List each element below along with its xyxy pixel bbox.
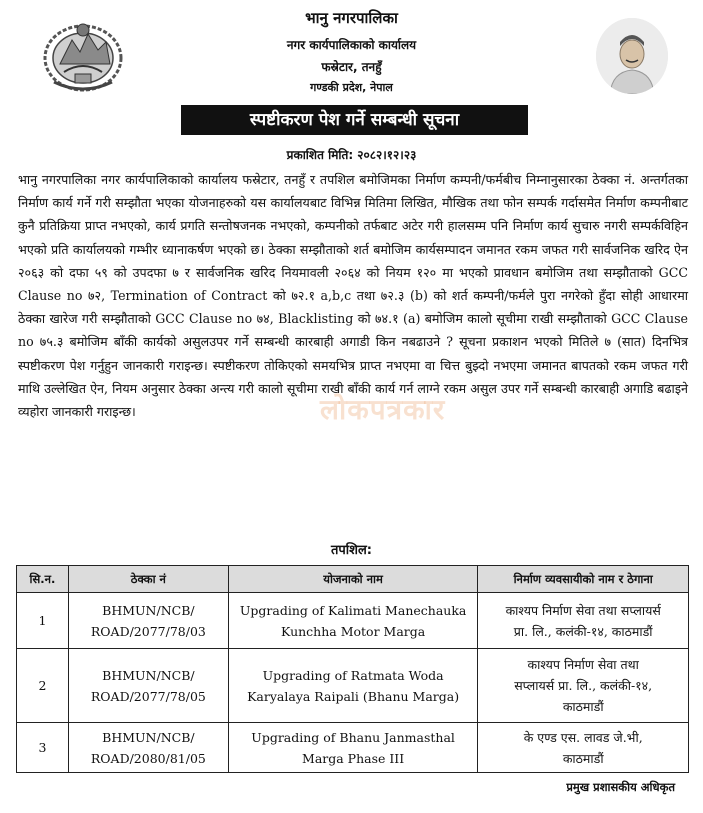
table-row — [17, 723, 689, 773]
header-contractor: निर्माण व्यवसायीको नाम र ठेगाना — [478, 566, 689, 593]
notice-title: स्पष्टीकरण पेश गर्ने सम्बन्धी सूचना — [181, 105, 528, 135]
project-line: Upgrading of Bhanu Janmasthal — [251, 729, 455, 745]
cell-serial: 1 — [17, 593, 69, 649]
office-address: फस्रेटार, तनहुँ — [321, 60, 382, 74]
nepal-emblem-icon — [40, 16, 126, 94]
project-line: Karyalaya Raipali (Bhanu Marga) — [247, 688, 460, 704]
table-row — [17, 649, 689, 723]
cell-serial: 2 — [17, 649, 69, 723]
notice-body: भानु नगरपालिका नगर कार्यपालिकाको कार्यालय फस्रेटार, तनहुँ र तपशिल बमोजिमका निर्माण कम्पनी/फर्मबीच निम्नानुसारका ठेक्का नं. अन्तर्गतका निर्माण कार्य गर्ने गरी सम्झौता भएका योजनाहरुको यस कार्यालयबाट विभिन्न मितिमा लिखित, मौखिक तथा फोन सम्पर्क गर्दासमेत निर्माण कम्पनीबाट कुनै प्रतिक्रिया प्राप्त नभएको, कार्य प्रगति सन्तोषजनक नभएको, कम्पनीको तर्फबाट अटेर गरी हालसम्म पनि निर्माण कार्य सुचारु नगरी सम्पर्कविहिन भएको प्रति कार्यालयको गम्भीर ध्यानाकर्षण भएको छ। ठेक्का सम्झौताको शर्त बमोजिम कार्यसम्पादन जमानत रकम जफत गरी सार्वजनिक खरिद ऐन २०६३ को दफा ५९ को उपदफा ७ र सार्वजनिक खरिद नियमावली २०६४ को नियम १२० मा भएको प्रावधान बमोजिम तथा सम्झौताको GCC Clause no ७२, Termination of Contract को ७२.१ a,b,c तथा ७२.३ (b) को शर्त कम्पनी/फर्मले पुरा नगरेको हुँदा सोही आधारमा ठेक्का खारेज गरी सम्झौताको GCC Clause no ७४, Blacklisting को ७४.१ (a) बमोजिम कालो सूचीमा राखी सम्झौताको GCC Clause no ७५.३ बमोजिम बाँकी कार्यको असुलउपर गर्ने सम्बन्धी कारबाही अगाडी किन नबढाउने ? सूचना प्रकाशन भएको मितिले ७ (सात) दिनभित्र स्पष्टीकरण पेश गर्नुहुन जानकारी गराइन्छ। स्पष्टीकरण तोकिएको समयभित्र प्राप्त नभएमा वा चित्त बुझ्दो नभएमा जमानत बापतको रकम जफत गरी माथि उल्लेखित ऐन, नियम अनुसार ठेक्का अन्त्य गरी कालो सूचीमा राखी बाँकी कार्य गर्न लाग्ने रकम असुल उपर गर्ने सम्बन्धी कारबाही अगाडि बढाइने व्यहोरा जानकारी गराइन्छ। — [18, 172, 688, 420]
portrait-photo — [596, 18, 668, 94]
cell-project-name — [228, 593, 478, 649]
province-name: गण्डकी प्रदेश, नेपाल — [310, 81, 393, 94]
schedule-title: तपशिल: — [330, 543, 372, 558]
contractor-line: सप्लायर्स प्रा. लि., कलंकी-१४, — [514, 678, 653, 693]
table-header-row — [17, 566, 689, 593]
contractor-line: काश्यप निर्माण सेवा तथा — [527, 657, 639, 672]
project-line: Upgrading of Ratmata Woda — [262, 667, 444, 683]
office-name: नगर कार्यपालिकाको कार्यालय — [286, 38, 417, 52]
published-date: प्रकाशित मिति: २०८२।१२।२३ — [286, 148, 417, 162]
cell-contract-no — [68, 723, 228, 773]
contractor-line: काठमाडौं — [562, 699, 604, 714]
cell-project-name — [228, 723, 478, 773]
contractor-line: काश्यप निर्माण सेवा तथा सप्लायर्स — [505, 602, 661, 618]
contract-line: ROAD/2077/78/05 — [90, 688, 206, 704]
contract-line: BHMUN/NCB/ — [102, 729, 195, 745]
contractor-line: प्रा. लि., कलंकी-१४, काठमाडौं — [513, 623, 653, 639]
cell-contract-no — [68, 593, 228, 649]
contract-table — [16, 565, 689, 773]
contractor-line: काठमाडौं — [562, 750, 604, 766]
project-line: Upgrading of Kalimati Manechauka — [239, 602, 467, 618]
cell-contractor — [478, 593, 689, 649]
contract-line: BHMUN/NCB/ — [102, 667, 195, 683]
contract-line: BHMUN/NCB/ — [102, 602, 195, 618]
contractor-line: के एण्ड एस. लावड जे.भी, — [523, 729, 643, 745]
contract-line: ROAD/2077/78/03 — [90, 623, 206, 639]
watermark-text: लोकपत्रकार — [320, 393, 446, 426]
municipality-name: भानु नगरपालिका — [305, 9, 398, 27]
cell-serial: 3 — [17, 723, 69, 773]
table-row — [17, 593, 689, 649]
header-contract-no: ठेक्का नं — [68, 566, 228, 593]
cell-contract-no — [68, 649, 228, 723]
cell-contractor — [478, 723, 689, 773]
header-project-name: योजनाको नाम — [228, 566, 478, 593]
contract-line: ROAD/2080/81/05 — [90, 750, 206, 766]
header-serial: सि.न. — [17, 566, 69, 593]
cell-contractor — [478, 649, 689, 723]
project-line: Kunchha Motor Marga — [281, 623, 426, 639]
cell-project-name — [228, 649, 478, 723]
signature-title: प्रमुख प्रशासकीय अधिकृत — [566, 780, 675, 794]
project-line: Marga Phase III — [302, 750, 405, 766]
